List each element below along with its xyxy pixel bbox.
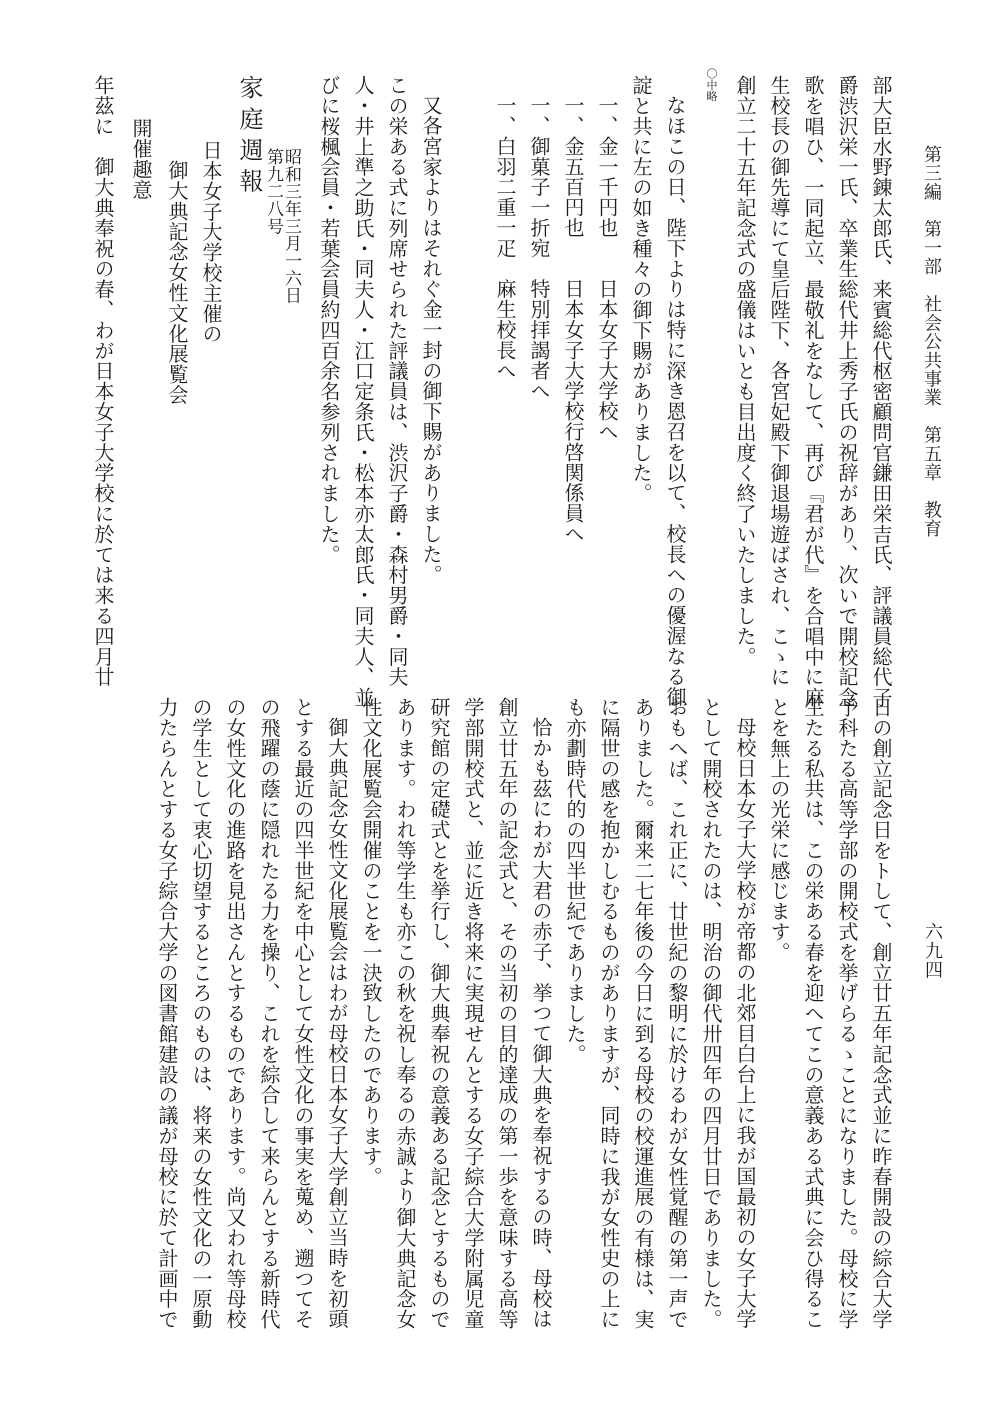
text-column: 研究館の定礎式とを挙行し、御大典奉祝の意義ある記念とするもので <box>427 697 451 1330</box>
text-column: 年茲に 御大典奉祝の春、わが日本女子大学校に於ては来る四月廿 <box>91 75 115 687</box>
section-heading: 開催趣意 <box>129 118 153 200</box>
text-column: の学生として衷心切望するところのものは、将来の女性文化の一原動 <box>189 697 213 1330</box>
text-column: 又各宮家よりはそれぐ金一封の御下賜がありました。 <box>419 95 443 585</box>
text-column: 創立二十五年記念式の盛儀はいとも目出度く終了いたしました。 <box>733 75 757 667</box>
text-column: に隔世の感を抱かしむるものがありますが、同時に我が女性史の上に <box>597 697 621 1330</box>
text-column: 爵渋沢栄一氏、卒業生総代井上秀子氏の祝辞があり、次いで開校記念 <box>835 75 859 708</box>
text-column: おもへば、これ正に、廿世紀の黎明に於けるわが女性覚醒の第一声で <box>665 697 689 1330</box>
list-item: 一、金一千円也 日本女子大学校へ <box>595 95 619 442</box>
text-column: 恰かも茲にわが大君の赤子、挙つて御大典を奉祝するの時、母校は <box>529 717 553 1329</box>
article-subtitle: 日本女子大学校主催の <box>199 140 223 344</box>
text-column: 部大臣水野錬太郎氏、来賓総代枢密顧問官鎌田栄吉氏、評議員総代子 <box>869 75 893 708</box>
text-column: びに桜楓会員・若葉会員約四百余名参列されました。 <box>317 75 341 565</box>
text-column: 予科たる高等学部の開校式を挙げらるゝことになりました。母校に学 <box>835 697 859 1330</box>
text-column: として開校されたのは、明治の御代卅四年の四月廿日でありました。 <box>699 697 723 1330</box>
text-column: 御大典記念女性文化展覧会はわが母校日本女子大学創立当時を初頭 <box>325 717 349 1329</box>
text-column: なほこの日、陛下よりは特に深き恩召を以て、校長への優渥なる御 <box>663 95 687 707</box>
text-column: 生校長の御先導にて皇后陛下、各宮妃殿下御退場遊ばされ、こゝに <box>767 75 791 687</box>
text-column: この栄ある式に列席せられた評議員は、渋沢子爵・森村男爵・同夫 <box>385 75 409 687</box>
text-column: 学部開校式と、並に近き将来に実現せんとする女子綜合大学附属児童 <box>461 697 485 1330</box>
text-column: とを無上の光栄に感じます。 <box>767 697 791 963</box>
issue-number: 第九二八号 <box>263 148 283 235</box>
text-column: ありました。爾来二七年後の今日に到る母校の校運進展の有様は、実 <box>631 697 655 1330</box>
list-item: 一、白羽二重一疋 麻生校長へ <box>493 95 517 381</box>
running-head: 第三編 第一部 社会公共事業 第五章 教育 <box>921 145 942 539</box>
text-column: 歌を唱ひ、一同起立、最敬礼をなして、再び『君が代』を合唱中に麻 <box>801 75 825 708</box>
text-column: 力たらんとする女子綜合大学の図書館建設の議が母校に於て計画中で <box>155 697 179 1330</box>
text-column: の飛躍の蔭に隠れたる力を操り、これを綜合して来らんとする新時代 <box>257 697 281 1330</box>
text-column: 性文化展覧会開催のことを一決致したのであります。 <box>359 697 383 1187</box>
text-column: 母校日本女子大学校が帝都の北郊目白台上に我が国最初の女子大学 <box>733 717 757 1329</box>
article-subtitle: 御大典記念女性文化展覧会 <box>165 160 189 405</box>
omission-mark: 〇中略 <box>705 68 718 102</box>
text-column: 日の創立記念日をトして、創立廿五年記念式並に昨春開設の綜合大学 <box>869 697 893 1330</box>
text-column: 生たる私共は、この栄ある春を迎へてこの意義ある式典に会ひ得るこ <box>801 697 825 1330</box>
text-column: 創立廿五年の記念式と、その当初の目的達成の第一歩を意味する高等 <box>495 697 519 1330</box>
text-column: も亦劃時代的の四半世紀でありました。 <box>563 697 587 1065</box>
issue-date: 昭和三年三月一六日 <box>281 148 301 305</box>
page-number: 六九四 <box>922 922 943 981</box>
list-item: 一、金五百円也 日本女子大学校行啓関係員へ <box>561 95 585 544</box>
text-column: 諚と共に左の如き種々の御下賜がありました。 <box>629 75 653 504</box>
text-column: 人・井上準之助氏・同夫人・江口定条氏・松本亦太郎氏・同夫人、並 <box>351 75 375 708</box>
text-column: とする最近の四半世紀を中心として女性文化の事実を蒐め、遡つてそ <box>291 697 315 1330</box>
list-item: 一、御菓子一折宛 特別拝謁者へ <box>527 95 551 401</box>
text-column: の女性文化の進路を見出さんとするものであります。尚又われ等母校 <box>223 697 247 1330</box>
article-title: 家庭週報 <box>235 75 263 200</box>
text-column: あります。われ等学生も亦この秋を祝し奉るの赤誠より御大典記念女 <box>393 697 417 1330</box>
